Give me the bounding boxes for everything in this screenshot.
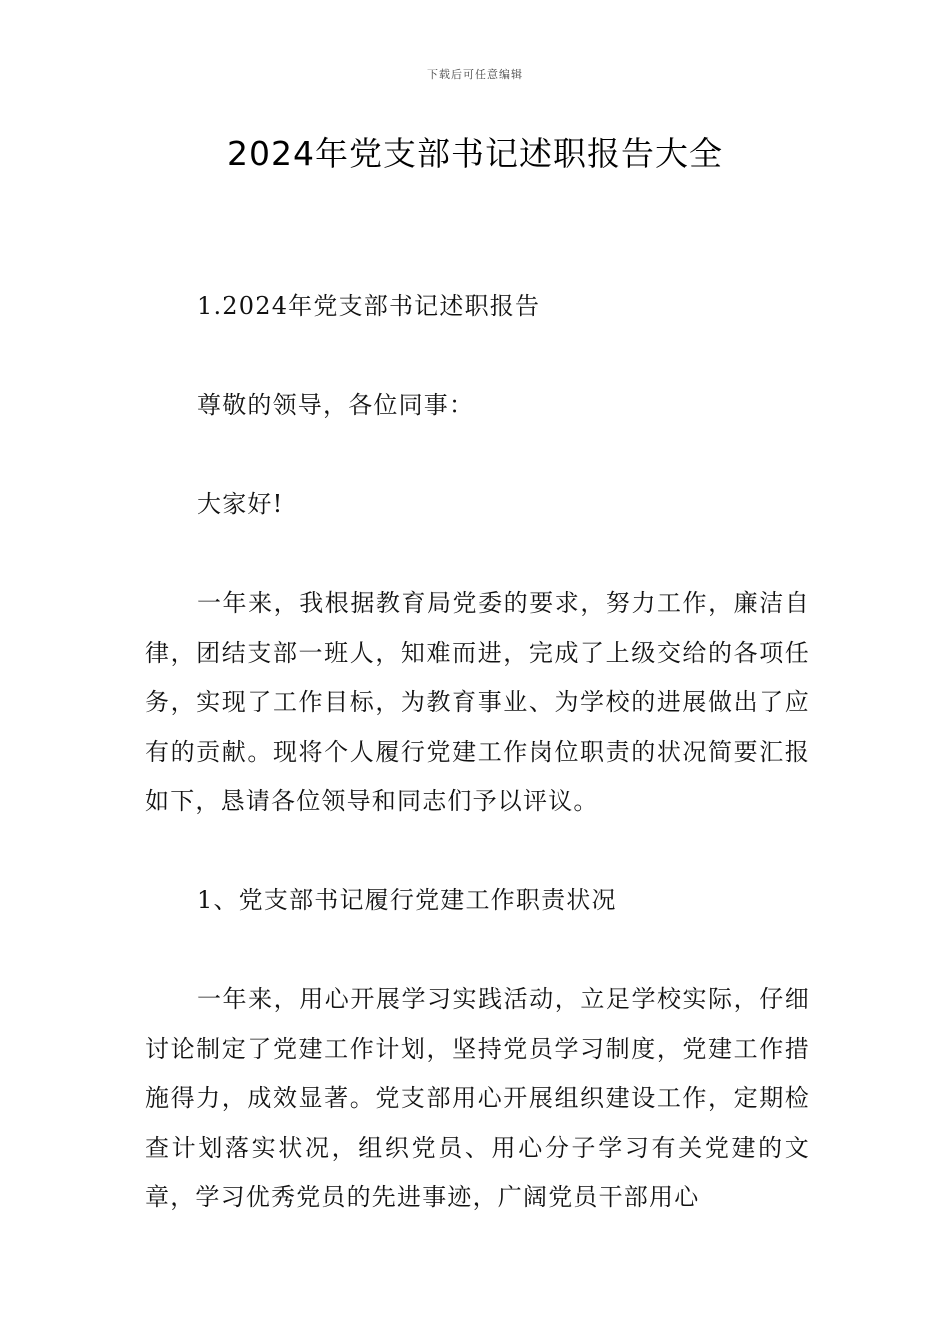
document-body (145, 282, 810, 1223)
spacer (145, 530, 810, 580)
spacer (145, 827, 810, 877)
body-paragraph-2: 一年来，用心开展学习实践活动，立足学校实际，仔细讨论制定了党建工作计划，坚持党员学习制度，党建工作措施得力，成效显著。党支部用心开展组织建设工作，定期检查计划落实状况，组织党员、用心分子学习有关党建的文章，学习优秀党员的先进事迹，广阔党员干部用心 (145, 985, 810, 1211)
body-paragraph-1: 一年来，我根据教育局党委的要求，努力工作，廉洁自律，团结支部一班人，知难而进，完成了上级交给的各项任务，实现了工作目标，为教育事业、为学校的进展做出了应有的贡献。现将个人履行党建工作岗位职责的状况简要汇报如下，恳请各位领导和同志们予以评议。 (145, 589, 810, 815)
spacer (145, 926, 810, 976)
document-title: 2024年党支部书记述职报告大全 (227, 134, 723, 173)
page-header-note: 下载后可任意编辑 (427, 68, 523, 81)
spacer (145, 332, 810, 382)
salutation: 尊敬的领导，各位同事： (197, 391, 475, 419)
greeting: 大家好! (197, 490, 284, 518)
spacer (145, 431, 810, 481)
subheading-1: 1、党支部书记履行党建工作职责状况 (197, 886, 617, 914)
section-heading: 1.2024年党支部书记述职报告 (197, 292, 541, 320)
